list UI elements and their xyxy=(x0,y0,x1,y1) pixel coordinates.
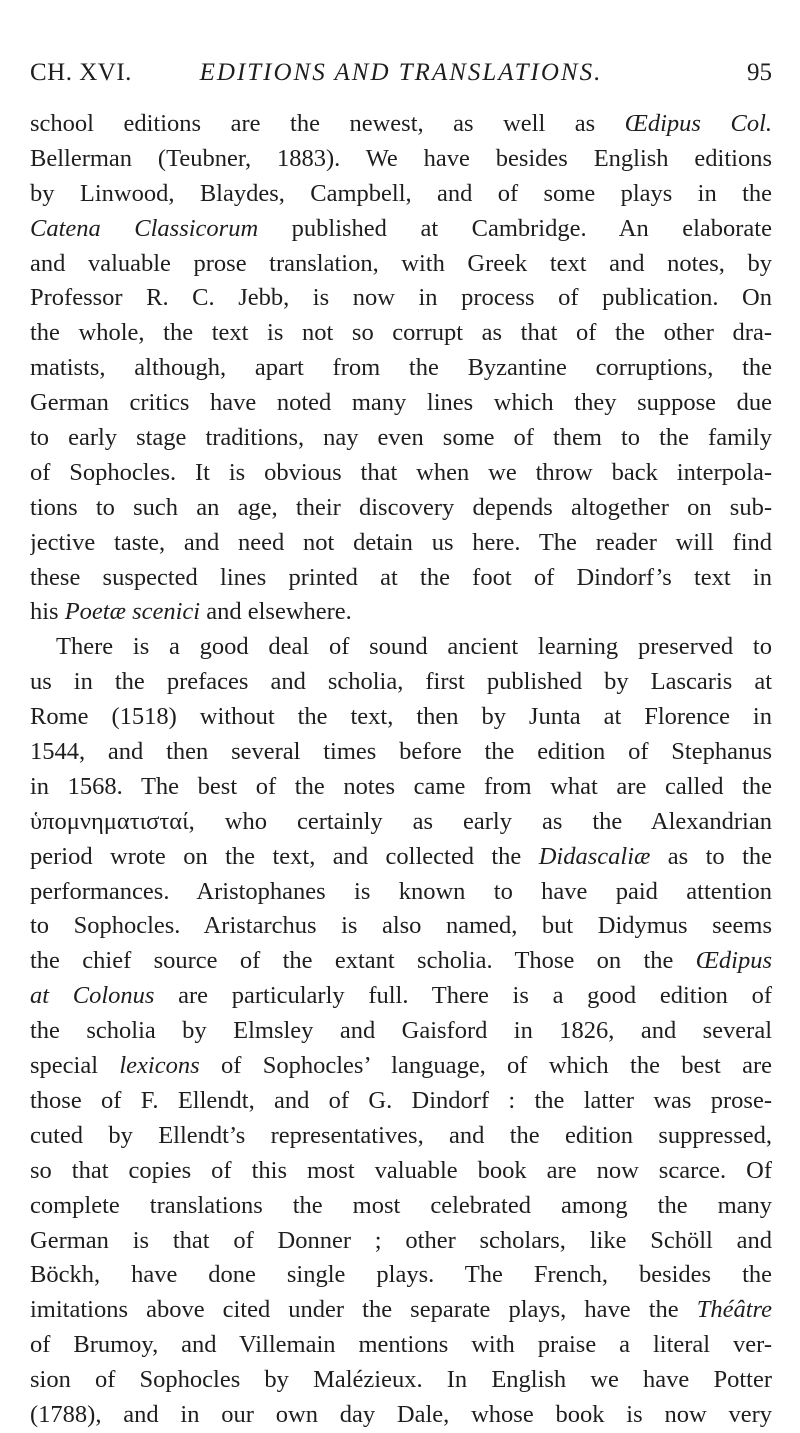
italic-text: Catena Classicorum xyxy=(30,214,259,242)
text-segment: imitations above cited under the separate plays, have the xyxy=(30,1296,697,1324)
text-segment: special xyxy=(30,1052,120,1080)
text-segment: so that copies of this most valuable book are now scarce. Of xyxy=(30,1156,772,1184)
text-line xyxy=(30,247,772,282)
text-line xyxy=(30,909,772,944)
text-line xyxy=(30,1224,772,1259)
italic-text: Théâtre xyxy=(696,1296,772,1324)
text-segment: tions to such an age, their discovery depends altogether on sub- xyxy=(30,493,772,521)
text-line xyxy=(30,805,772,840)
italic-text: lexicons xyxy=(119,1052,200,1080)
text-line xyxy=(30,1154,772,1189)
text-segment: Professor R. C. Jebb, is now in process of publication. On xyxy=(30,284,772,312)
text-line xyxy=(30,595,772,630)
text-segment: the chief source of the extant scholia. Those on the xyxy=(30,947,696,975)
chapter-label: CH. XVI. xyxy=(30,59,132,86)
text-segment: are particularly full. There is a good edition of xyxy=(154,982,772,1010)
text-segment: in 1568. The best of the notes came from what are called the xyxy=(30,772,772,800)
text-segment: us in the prefaces and scholia, first published by Lascaris at xyxy=(30,668,772,696)
text-line xyxy=(30,1398,772,1433)
italic-text: at Colonus xyxy=(30,982,155,1010)
running-head xyxy=(30,56,772,90)
text-line xyxy=(30,351,772,386)
text-line xyxy=(30,665,772,700)
text-line xyxy=(30,316,772,351)
text-line xyxy=(30,875,772,910)
text-segment: matists, although, apart from the Byzantine corruptions, the xyxy=(30,354,772,382)
text-line xyxy=(30,491,772,526)
text-segment: published at Cambridge. An elaborate xyxy=(258,214,772,242)
text-line xyxy=(30,526,772,561)
text-line xyxy=(30,944,772,979)
text-segment: of Sophocles’ language, of which the best are xyxy=(199,1052,772,1080)
text-segment: There is a good deal of sound ancient learning preserved to xyxy=(56,633,772,661)
text-line xyxy=(30,1084,772,1119)
text-segment: (1788), and in our own day Dale, whose book is now very xyxy=(30,1400,772,1428)
text-segment: and valuable prose translation, with Greek text and notes, by xyxy=(30,249,772,277)
text-segment: his xyxy=(30,598,65,626)
text-segment: as to the xyxy=(650,842,772,870)
text-segment: performances. Aristophanes is known to have paid attention xyxy=(30,877,772,905)
text-line xyxy=(30,142,772,177)
text-segment: and elsewhere. xyxy=(200,598,352,626)
text-segment: Böckh, have done single plays. The French, besides the xyxy=(30,1261,772,1289)
text-segment: complete translations the most celebrated among the many xyxy=(30,1191,772,1219)
text-segment: Bellerman (Teubner, 1883). We have besides English editions xyxy=(30,144,772,172)
text-line xyxy=(30,840,772,875)
italic-text: Œdipus Col. xyxy=(624,110,772,137)
text-segment: ὑπομνηματισταί, who certainly as early as the Alexandrian xyxy=(30,807,772,835)
text-segment: of Brumoy, and Villemain mentions with praise a literal ver- xyxy=(30,1331,772,1359)
italic-text: Poetæ scenici xyxy=(64,598,201,626)
text-line xyxy=(30,700,772,735)
text-line xyxy=(30,979,772,1014)
text-segment: by Linwood, Blaydes, Campbell, and of some plays in the xyxy=(30,179,772,207)
text-segment: the whole, the text is not so corrupt as that of the other dra- xyxy=(30,319,772,347)
text-line xyxy=(30,630,772,665)
text-line xyxy=(30,1119,772,1154)
text-line xyxy=(30,1258,772,1293)
text-segment: to Sophocles. Aristarchus is also named, but Didymus seems xyxy=(30,912,772,940)
text-segment: to early stage traditions, nay even some of them to the family xyxy=(30,424,772,452)
text-line xyxy=(30,386,772,421)
text-line xyxy=(30,212,772,247)
italic-text: Œdipus xyxy=(695,947,772,975)
text-line xyxy=(30,1189,772,1224)
text-line xyxy=(30,1049,772,1084)
text-line xyxy=(30,1363,772,1398)
text-segment: these suspected lines printed at the foot of Dindorf’s text in xyxy=(30,563,772,591)
text-segment: cuted by Ellendt’s representatives, and the edition suppressed, xyxy=(30,1121,772,1149)
text-segment: German critics have noted many lines which they suppose due xyxy=(30,389,772,417)
text-segment: sion of Sophocles by Malézieux. In English we have Potter xyxy=(30,1366,772,1394)
text-segment: Rome (1518) without the text, then by Junta at Florence in xyxy=(30,703,772,731)
text-line xyxy=(30,561,772,596)
text-line xyxy=(30,177,772,212)
text-line xyxy=(30,735,772,770)
text-segment: German is that of Donner ; other scholars, like Schöll and xyxy=(30,1226,772,1254)
text-line xyxy=(30,421,772,456)
text-segment: jective taste, and need not detain us here. The reader will find xyxy=(30,528,772,556)
text-segment: period wrote on the text, and collected the xyxy=(30,842,539,870)
text-line xyxy=(30,770,772,805)
text-segment: school editions are the newest, as well as xyxy=(30,110,625,137)
text-segment: 1544, and then several times before the edition of Stephanus xyxy=(30,738,772,766)
body-text xyxy=(30,107,772,1433)
italic-text: Didascaliæ xyxy=(538,842,651,870)
text-line xyxy=(30,107,772,142)
text-segment: the scholia by Elmsley and Gaisford in 1826, and several xyxy=(30,1017,772,1045)
text-line xyxy=(30,456,772,491)
text-line xyxy=(30,1014,772,1049)
text-segment: of Sophocles. It is obvious that when we throw back interpola- xyxy=(30,458,772,486)
text-line xyxy=(30,281,772,316)
text-line xyxy=(30,1293,772,1328)
page-number: 95 xyxy=(747,59,772,86)
page-title: EDITIONS AND TRANSLATIONS. xyxy=(199,59,603,86)
text-segment: those of F. Ellendt, and of G. Dindorf : the latter was prose- xyxy=(30,1086,772,1114)
